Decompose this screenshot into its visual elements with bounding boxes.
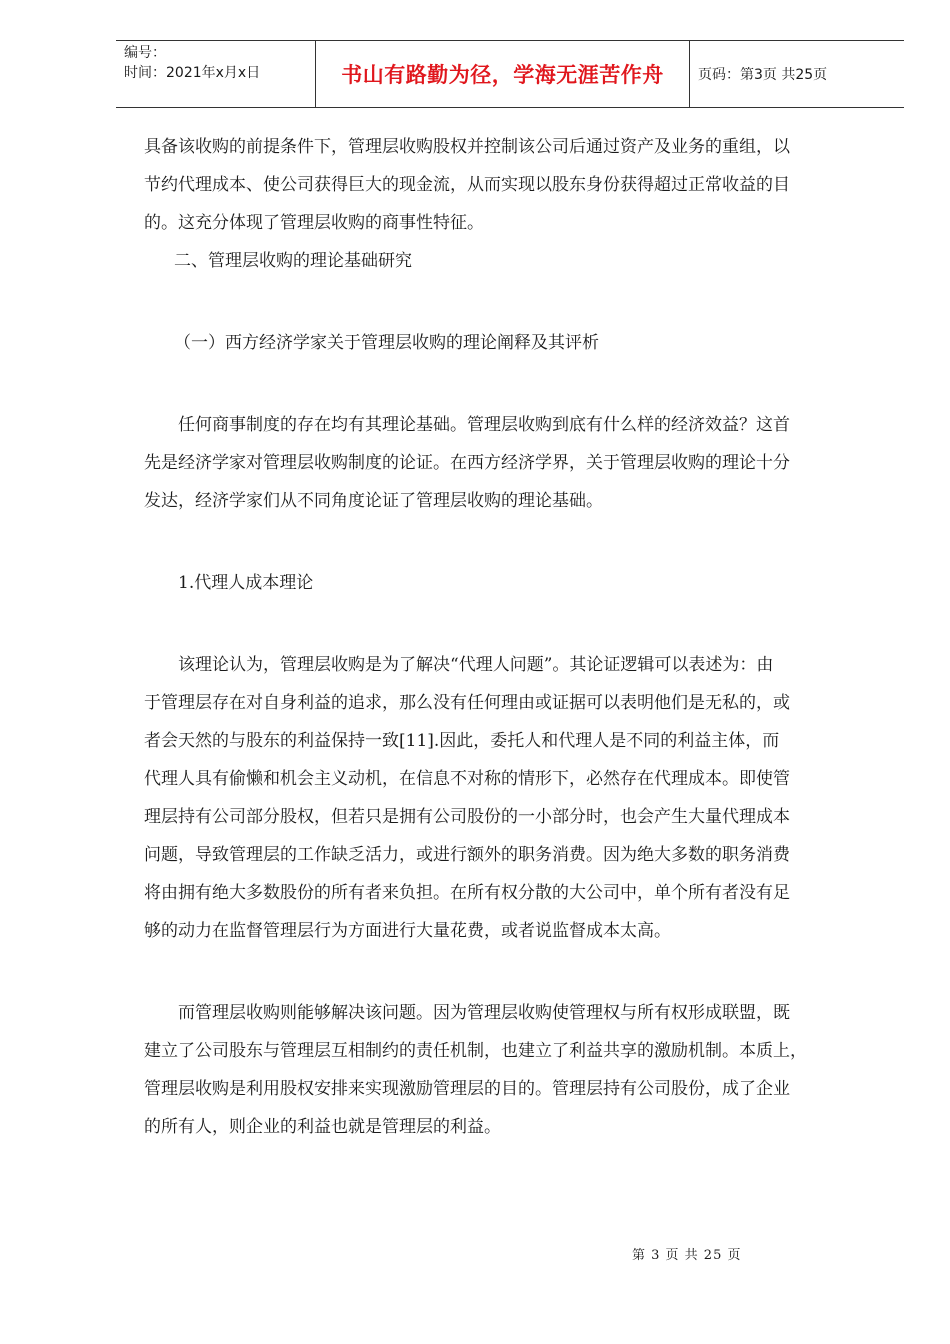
paragraph-line: 问题，导致管理层的工作缺乏活力，或进行额外的职务消费。因为绝大多数的职务消费 — [144, 845, 790, 865]
paragraph-line: 管理层收购是利用股权安排来实现激励管理层的目的。管理层持有公司股份，成了企业 — [144, 1079, 790, 1099]
subsection-heading: （一）西方经济学家关于管理层收购的理论阐释及其评析 — [174, 333, 599, 353]
header-page-number: 页码：第3页 共25页 — [698, 67, 828, 83]
header-motto: 书山有路勤为径，学海无涯苦作舟 — [316, 41, 690, 107]
page-footer-number: 第 3 页 共 25 页 — [632, 1248, 742, 1263]
paragraph-intro — [144, 406, 876, 520]
paragraph-line: 的所有人，则企业的利益也就是管理层的利益。 — [144, 1117, 501, 1137]
paragraph-continuation — [144, 128, 876, 242]
paragraph-line: 的。这充分体现了管理层收购的商事性特征。 — [144, 213, 484, 233]
document-body — [144, 128, 876, 1146]
header-meta-cell — [116, 41, 316, 107]
paragraph-line: 先是经济学家对管理层收购制度的论证。在西方经济学界，关于管理层收购的理论十分 — [144, 453, 790, 473]
paragraph-line: 建立了公司股东与管理层互相制约的责任机制，也建立了利益共享的激励机制。本质上， — [144, 1041, 807, 1061]
document-time-label: 时间：2021年x月x日 — [124, 65, 261, 81]
paragraph-line: 而管理层收购则能够解决该问题。因为管理层收购使管理权与所有权形成联盟，既 — [178, 1003, 790, 1023]
list-item-heading: 1.代理人成本理论 — [178, 573, 314, 593]
paragraph-line: 够的动力在监督管理层行为方面进行大量花费，或者说监督成本太高。 — [144, 921, 671, 941]
paragraph-line: 该理论认为，管理层收购是为了解决“代理人问题”。其论证逻辑可以表述为：由 — [178, 655, 774, 675]
paragraph-line: 将由拥有绝大多数股份的所有者来负担。在所有权分散的大公司中，单个所有者没有足 — [144, 883, 790, 903]
paragraph-line: 节约代理成本、使公司获得巨大的现金流，从而实现以股东身份获得超过正常收益的目 — [144, 175, 790, 195]
document-number-label: 编号： — [124, 45, 166, 61]
section-heading: 二、管理层收购的理论基础研究 — [174, 251, 412, 271]
paragraph-solution — [144, 994, 876, 1146]
paragraph-line: 代理人具有偷懒和机会主义动机，在信息不对称的情形下，必然存在代理成本。即使管 — [144, 769, 790, 789]
paragraph-line: 任何商事制度的存在均有其理论基础。管理层收购到底有什么样的经济效益？这首 — [178, 415, 790, 435]
paragraph-line: 于管理层存在对自身利益的追求，那么没有任何理由或证据可以表明他们是无私的，或 — [144, 693, 790, 713]
paragraph-agency-theory — [144, 646, 876, 950]
paragraph-line: 者会天然的与股东的利益保持一致[11].因此，委托人和代理人是不同的利益主体，而 — [144, 731, 780, 751]
paragraph-line: 理层持有公司部分股权，但若只是拥有公司股份的一小部分时，也会产生大量代理成本 — [144, 807, 790, 827]
page-header — [116, 40, 904, 108]
paragraph-line: 发达，经济学家们从不同角度论证了管理层收购的理论基础。 — [144, 491, 603, 511]
paragraph-line: 具备该收购的前提条件下，管理层收购股权并控制该公司后通过资产及业务的重组，以 — [144, 137, 790, 157]
